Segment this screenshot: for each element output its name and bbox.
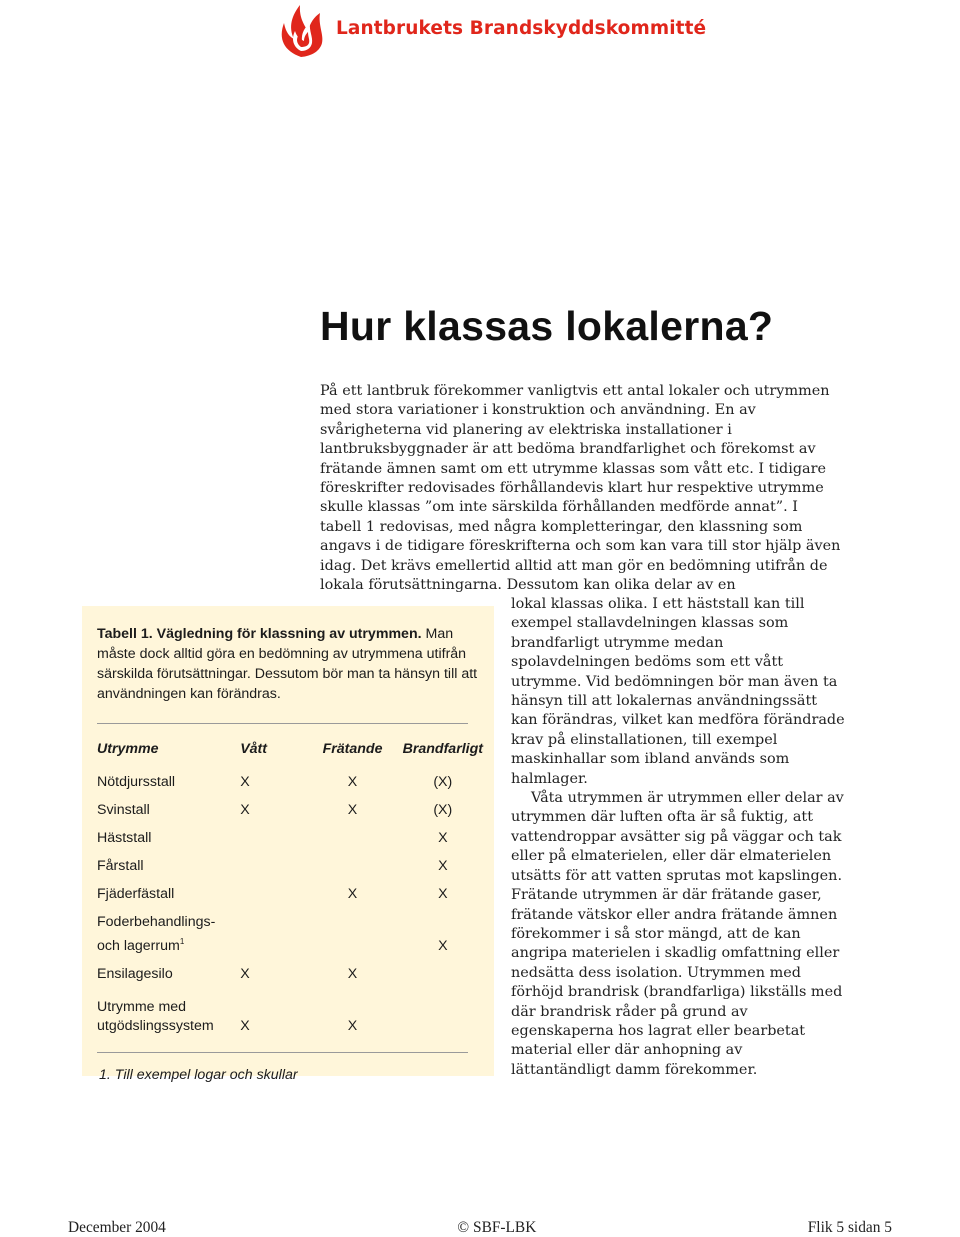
cell-corrosive	[302, 908, 402, 960]
cell-space: Fårstall	[97, 857, 144, 874]
cell-corrosive: X	[347, 885, 358, 902]
cell-flammable: X	[438, 938, 448, 954]
table-row	[97, 908, 483, 960]
table-header-row	[97, 730, 483, 768]
table-row	[97, 880, 483, 908]
table-row	[97, 960, 483, 988]
table-row	[97, 768, 483, 796]
flame-logo-icon	[270, 1, 332, 59]
page-title: Hur klassas lokalerna?	[320, 303, 774, 349]
cell-flammable	[403, 988, 483, 1040]
table-body	[97, 768, 483, 1040]
cell-flammable: X	[438, 885, 448, 902]
header-wet: Vått	[240, 741, 267, 757]
table-row	[97, 796, 483, 824]
cell-wet: X	[240, 801, 250, 818]
classification-table	[97, 730, 483, 1040]
cell-wet	[232, 880, 302, 908]
cell-space: Svinstall	[97, 801, 150, 818]
cell-wet	[232, 824, 302, 852]
table-caption-title: Tabell 1. Vägledning för klassning av utrymmen.	[97, 626, 422, 642]
cell-flammable	[403, 960, 483, 988]
footer-copyright-text: SBF-LBK	[473, 1219, 537, 1236]
page-footer	[68, 1219, 892, 1237]
cell-space: Ensilagesilo	[97, 965, 173, 982]
table-row	[97, 824, 483, 852]
cell-flammable: (X)	[433, 801, 453, 818]
footer-page-label: Flik 5 sidan 5	[807, 1219, 892, 1236]
cell-wet: X	[240, 1018, 250, 1034]
cell-flammable: X	[438, 829, 448, 846]
column-paragraph-2: Våta utrymmen är utrymmen eller delar av utrymmen där luften ofta är så fuktig, att vattendroppar avsätter sig på väggar och tak eller på elmaterielen, eller där elmaterielen utsätts för att vatten sprutas mot kapslingen. Frätande utrymmen är där frätande gaser, frätande vätskor eller andra frätande ämnen förekommer i så stor mängd, att de kan angripa materielen i skadlig omfattning eller nedsätta dess isolation. Utrymmen med förhöjd brandrisk (brandfarliga) likställs med där brandrisk råder på grund av egenskaperna hos lagrat eller bearbetat material eller där anhopning av lättantändligt damm förekommer.	[511, 790, 844, 1078]
cell-corrosive	[302, 852, 402, 880]
table-row	[97, 988, 483, 1040]
cell-wet: X	[240, 773, 250, 790]
header-corrosive: Frätande	[322, 741, 383, 757]
cell-corrosive: X	[347, 965, 358, 982]
table-caption	[97, 624, 480, 704]
column-paragraph-1: lokal klassas olika. I ett häststall kan till exempel stallavdelningen klassas som brandfarligt utrymme medan spolavdelningen bedöms som ett vått utrymme. Vid bedömningen bör man även ta hänsyn till att lokalernas användningssätt kan förändras, vilket kan medföra förändrade krav på elinstallationen, till exempel maskinhallar som ibland används som halmlager.	[511, 596, 845, 787]
header	[270, 0, 706, 60]
header-flammable: Brandfarligt	[402, 741, 483, 757]
cell-wet	[232, 908, 302, 960]
cell-space: Nötdjursstall	[97, 773, 176, 790]
cell-corrosive: X	[347, 801, 358, 818]
cell-corrosive	[302, 824, 402, 852]
cell-corrosive: X	[347, 1018, 358, 1034]
cell-space: Utrymme med utgödslingssystem	[97, 999, 214, 1034]
cell-wet: X	[240, 965, 250, 982]
cell-space: Foderbehandlings- och lagerrum$^1$	[97, 914, 216, 954]
header-space: Utrymme	[97, 741, 159, 757]
table-top-rule	[97, 723, 468, 724]
cell-wet	[232, 852, 302, 880]
footer-copyright	[457, 1219, 536, 1237]
cell-corrosive: X	[347, 773, 358, 790]
classification-table-box	[82, 606, 494, 1083]
table-bottom-rule	[97, 1052, 468, 1053]
cell-flammable: (X)	[433, 773, 453, 790]
table-row	[97, 852, 483, 880]
org-name: Lantbrukets Brandskyddskommitté	[336, 17, 707, 39]
intro-paragraph: På ett lantbruk förekommer vanligtvis ett antal lokaler och utrymmen med stora variationer i konstruktion och användning. En av svårigheterna vid planering av elektriska installationer i lantbruksbyggnader är att bedöma brandfarlighet och förekomst av frätande ämnen samt om ett utrymme klassas som vått etc. I tidigare föreskrifter redovisades förhållandevis klart hur respektive utrymme skulle klassas ”om inte särskilda förhållanden medförde annat”. I tabell 1 redovisas, med några kompletteringar, den klassning som angavs i de tidigare föreskrifterna och som kan vara till stor hjälp även idag. Det krävs emellertid alltid att man gör en bedömning utifrån de lokala förutsättningarna. Dessutom kan olika delar av en	[320, 383, 841, 594]
cell-space: Fjäderfästall	[97, 885, 175, 902]
cell-space: Häststall	[97, 829, 152, 846]
table-caption-text: Man måste dock alltid göra en bedömning av utrymmena utifrån särskilda förutsättningar. Dessutom bör man ta hänsyn till att användningen kan förändras.	[97, 626, 478, 702]
table-footnote: 1. Till exempel logar och skullar	[99, 1067, 298, 1083]
footer-date: December 2004	[68, 1219, 166, 1236]
copyright-icon: ©	[457, 1219, 470, 1236]
right-column-text	[511, 595, 846, 1080]
cell-flammable: X	[438, 857, 448, 874]
